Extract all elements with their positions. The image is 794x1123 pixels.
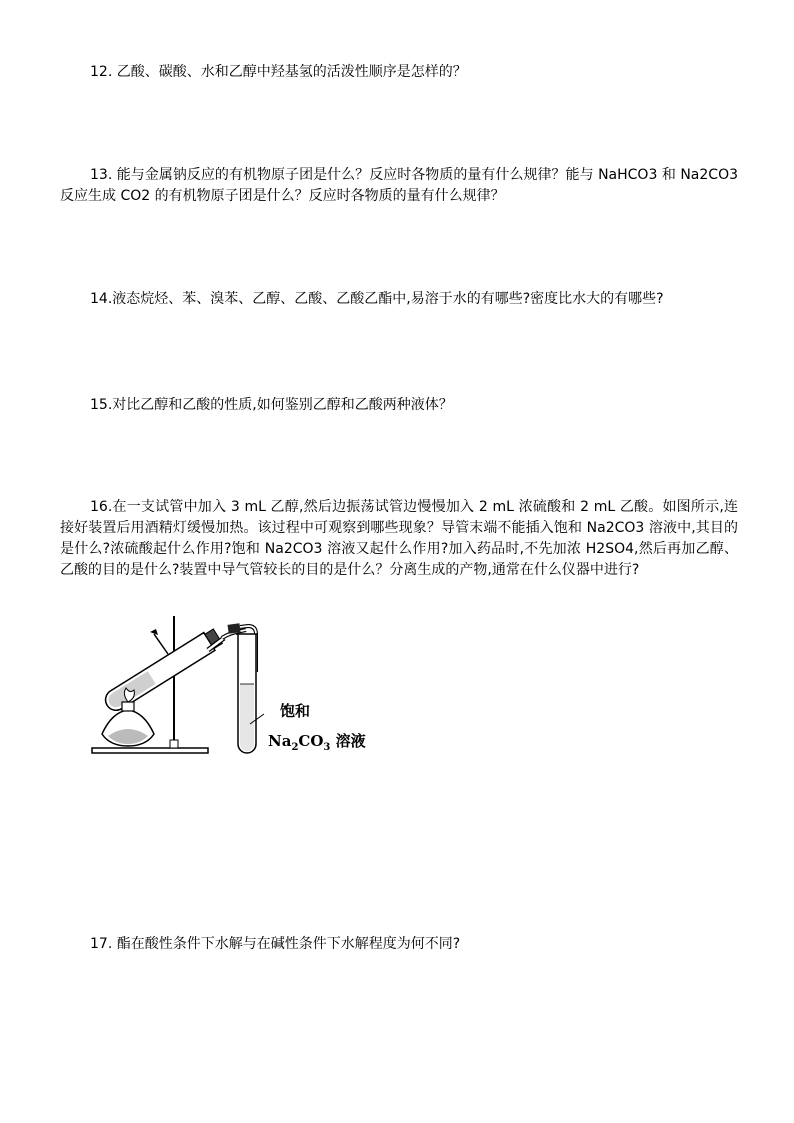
clamp-screw: [154, 634, 168, 654]
stand-base: [92, 748, 208, 753]
question-14: [60, 289, 738, 310]
question-16-text: 16.在一支试管中加入 3 mL 乙醇,然后边振荡试管边慢慢加入 2 mL 浓硫酸和 2 mL 乙酸。如图所示,连接好装置后用酒精灯缓慢加热。该过程中可观察到哪些现象？导管末端不能插入饱和 Na2CO3 溶液中,其目的是什么?浓硫酸起什么作用?饱和 Na2CO3 溶液又起什么作用?加入药品时,不先加浓 H2SO4,然后再加乙醇、乙酸的目的是什么?装置中导气管较长的目的是什么？分离生成的产物,通常在什么仪器中进行?: [60, 499, 738, 578]
label-na2co3-solution: $Na_2CO_3$ 溶液: [268, 732, 366, 753]
label-saturated: 饱和: [280, 702, 311, 720]
reaction-test-tube: [102, 627, 224, 714]
question-13: [60, 165, 738, 207]
question-12: [60, 62, 738, 83]
question-12-text: 12. 乙酸、碳酸、水和乙醇中羟基氢的活泼性顺序是怎样的？: [90, 64, 467, 80]
esterification-apparatus-figure: [88, 608, 388, 768]
apparatus-drawing: [88, 608, 388, 768]
question-14-text: 14.液态烷烃、苯、溴苯、乙醇、乙酸、乙酸乙酯中,易溶于水的有哪些?密度比水大的有哪些?: [90, 291, 664, 307]
question-17-text: 17. 酯在酸性条件下水解与在碱性条件下水解程度为何不同?: [90, 936, 461, 952]
question-17: [60, 934, 738, 955]
question-15: [60, 395, 738, 416]
rubber-tube: [228, 623, 241, 634]
na2co3-solution: [240, 684, 254, 751]
question-15-text: 15.对比乙醇和乙酸的性质,如何鉴别乙醇和乙酸两种液体？: [90, 397, 453, 413]
question-13-text: 13. 能与金属钠反应的有机物原子团是什么？反应时各物质的量有什么规律？能与 NaHCO3 和 Na2CO3 反应生成 CO2 的有机物原子团是什么？反应时各物质的量有什么规律？: [60, 167, 738, 204]
question-16: [60, 497, 738, 581]
